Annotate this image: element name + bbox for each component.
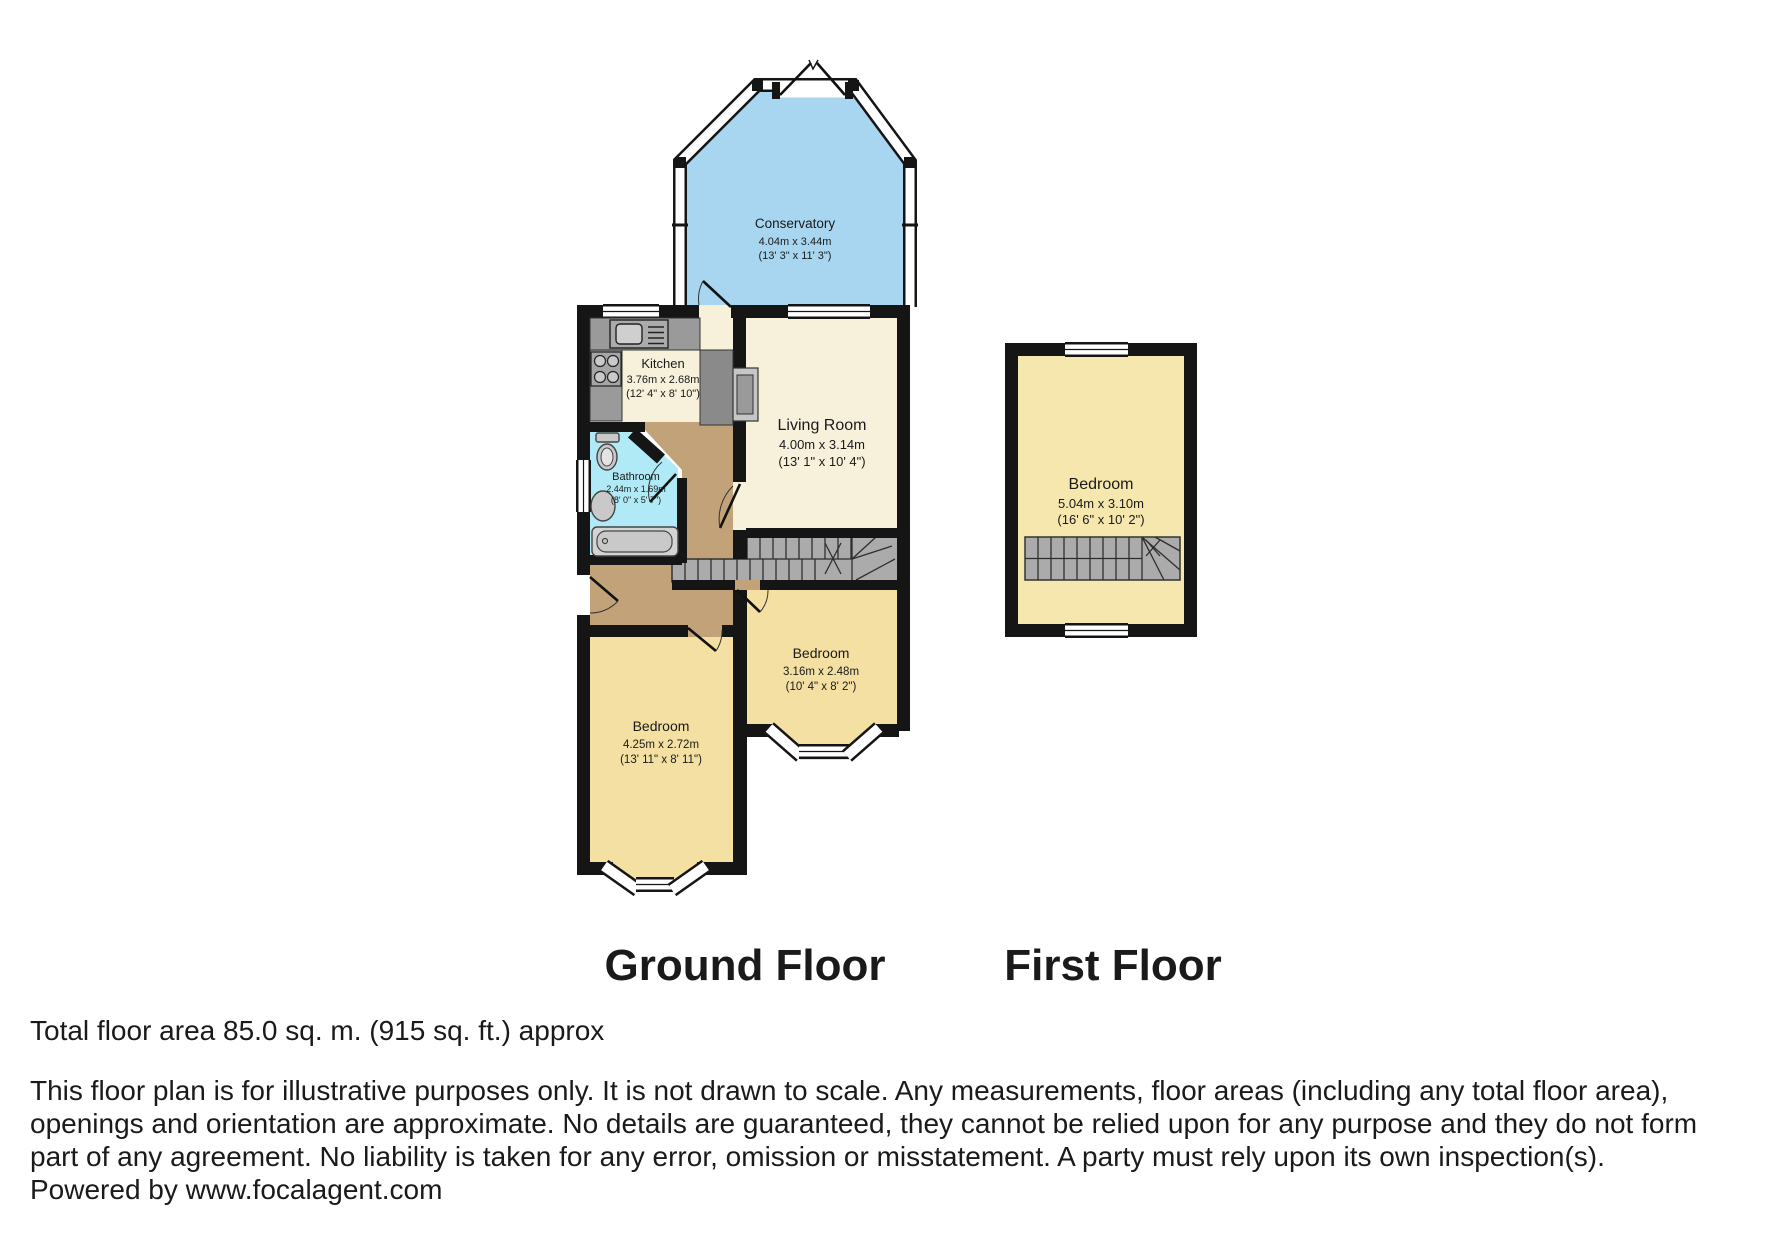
room-dims-m: 4.25m x 2.72m xyxy=(622,739,700,751)
room-dims-ft: (13' 1" x 10' 4") xyxy=(778,454,866,469)
room-label-first-floor-bedroom xyxy=(1057,476,1144,527)
room-label-bathroom xyxy=(606,471,666,505)
room-dims-m: 4.04m x 3.44m xyxy=(758,236,832,248)
outer-wall-left xyxy=(577,305,590,462)
room-dims-ft: (10' 4" x 8' 2") xyxy=(785,681,857,693)
room-name: Bedroom xyxy=(1068,476,1134,493)
disclaimer-line-3: part of any agreement. No liability is taken for any error, omission or misstatement. A party must rely upon its own inspection(s). xyxy=(30,1141,1605,1172)
room-dims-ft: (12' 4" x 8' 10") xyxy=(626,388,700,400)
room-name: Living Room xyxy=(777,417,867,434)
first-floor-plan xyxy=(1005,343,1197,637)
room-name: Bathroom xyxy=(612,471,660,483)
room-dims-ft: (8' 0" x 5' 7") xyxy=(610,495,662,505)
stairs-first-floor xyxy=(1025,537,1180,580)
bath xyxy=(592,527,678,556)
room-label-living-room xyxy=(778,417,867,469)
toilet xyxy=(596,433,619,470)
room-name: Bedroom xyxy=(792,645,850,661)
outer-wall-right xyxy=(897,305,910,731)
conservatory xyxy=(672,60,918,307)
total-area-text: Total floor area 85.0 sq. m. (915 sq. ft.) approx xyxy=(30,1015,605,1046)
disclaimer-line-2: openings and orientation are approximate. No details are guaranteed, they cannot be relied upon for any purpose and they do not form xyxy=(30,1108,1698,1139)
chimney-breast xyxy=(700,350,733,425)
room-dims-ft: (16' 6" x 10' 2") xyxy=(1057,512,1145,527)
disclaimer-line-4: Powered by www.focalagent.com xyxy=(30,1174,443,1205)
disclaimer-line-1: This floor plan is for illustrative purposes only. It is not drawn to scale. Any measurements, floor areas (including any total floor area), xyxy=(30,1075,1669,1106)
sink-unit xyxy=(610,320,668,348)
wall-stairs-bedroom-rear xyxy=(672,580,735,590)
room-label-conservatory xyxy=(755,216,836,262)
room-label-bedroom-rear xyxy=(783,645,859,693)
room-dims-ft: (13' 11" x 8' 11") xyxy=(620,754,702,766)
room-dims-m: 4.00m x 3.14m xyxy=(779,437,865,452)
room-name: Kitchen xyxy=(641,356,685,371)
room-name: Bedroom xyxy=(632,718,690,734)
room-dims-ft: (13' 3" x 11' 3") xyxy=(758,250,832,262)
room-dims-m: 3.76m x 2.68m xyxy=(626,374,700,386)
hob xyxy=(591,352,621,386)
wall-hall-bedroom-front xyxy=(577,625,688,637)
first-floor-title: First Floor xyxy=(1004,941,1222,990)
ground-floor-plan xyxy=(577,60,918,890)
room-dims-m: 3.16m x 2.48m xyxy=(782,666,860,678)
room-dims-m: 5.04m x 3.10m xyxy=(1058,496,1144,511)
wall-bedrooms-divider xyxy=(733,588,747,862)
wall-stairs-living xyxy=(746,528,899,538)
room-dims-m: 2.44m x 1.69m xyxy=(606,484,666,494)
ground-floor-title: Ground Floor xyxy=(604,941,886,990)
room-name: Conservatory xyxy=(754,216,836,231)
fireplace xyxy=(733,368,758,421)
